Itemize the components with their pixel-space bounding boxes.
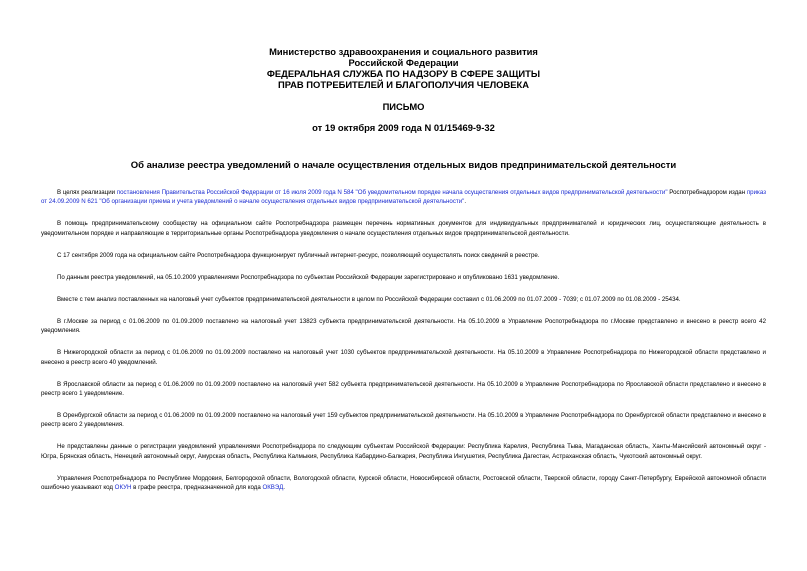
document-subject: Об анализе реестра уведомлений о начале осуществления отдельных видов предпринимательской деятельности xyxy=(130,160,677,171)
paragraph-2: В помощь предпринимательскому сообществу на официальном сайте Роспотребнадзора размещен перечень нормативных документов для индивидуальных предпринимателей и юридических лиц, осуществляющие деятельность в уведомительном порядке и направляющие в территориальные органы Роспотребнадзора уведомления о начале осуществления отдельных видов предпринимательской деятельности. xyxy=(41,220,766,237)
document-body xyxy=(41,188,766,505)
decree-584-link[interactable]: постановления Правительства Российской Федерации от 16 июля 2009 года N 584 "Об уведомительном порядке начала осуществления отдельных видов предпринимательской деятельности" xyxy=(116,189,668,196)
paragraph-4: По данным реестра уведомлений, на 05.10.2009 управлениями Роспотребнадзора по субъектам Российской Федерации зарегистрировано и опубликовано 1631 уведомление. xyxy=(57,273,560,281)
okved-link[interactable]: ОКВЭД xyxy=(262,484,284,492)
paragraph-6: В г.Москве за период с 01.06.2009 по 01.09.2009 поставлено на налоговый учет 13823 субъекта предпринимательской деятельности. На 05.10.2009 в Управление Роспотребнадзора по г.Москве представлено и внесено в реестр всего 42 уведомления. xyxy=(41,317,766,335)
order-621-link[interactable]: приказ от 24.09.2009 N 621 "Об организации приема и учета уведомлений о начале осуществления отдельных видов предпринимательской деятельности" xyxy=(41,189,767,206)
paragraph-1: В целях реализации постановления Правительства Российской Федерации от 16 июля 2009 года N 584 "Об уведомительном порядке начала осуществления отдельных видов предпринимательской деятельности" Роспотребнадзором издан приказ от 24.09.2009 N 621 "Об организации приема и учета уведомлений о начале осуществления отдельных видов предпринимательской деятельности". xyxy=(41,189,767,206)
ministry-name: Министерство здравоохранения и социального развития xyxy=(269,46,538,57)
paragraph-11: Управления Роспотребнадзора по Республике Мордовия, Белгородской области, Вологодской области, Курской области, Новосибирской области, Ростовской области, Тверской области, городу Санкт-Петербургу, Еврейской автономной области ошибочно указывают код ОКУН в графе реестра, предназначенной для кода ОКВЭД. xyxy=(41,474,766,492)
paragraph-8: В Ярославской области за период с 01.06.2009 по 01.09.2009 поставлено на налоговый учет 582 субъекта предпринимательской деятельности. На 05.10.2009 в Управление Роспотребнадзора по Ярославской области представлено и внесено в реестр всего 1 уведомление. xyxy=(41,380,766,398)
service-name-line2: ПРАВ ПОТРЕБИТЕЛЕЙ И БЛАГОПОЛУЧИЯ ЧЕЛОВЕКА xyxy=(278,79,529,90)
ministry-country: Российской Федерации xyxy=(348,57,459,68)
paragraph-5: Вместе с тем анализ поставленных на налоговый учет субъектов предпринимательской деятельности в целом по Российской Федерации составил с 01.06.2009 по 01.07.2009 - 7039; с 01.07.2009 по 01.08.2009 - 25434. xyxy=(57,295,681,303)
okun-link[interactable]: ОКУН xyxy=(114,484,132,492)
paragraph-9: В Оренбургской области за период с 01.06.2009 по 01.09.2009 поставлено на налоговый учет 159 субъектов предпринимательской деятельности. На 05.10.2009 в Управление Роспотребнадзора по Оренбургской области представлено и внесено в реестр всего 2 уведомления. xyxy=(41,412,766,429)
service-name-line1: ФЕДЕРАЛЬНАЯ СЛУЖБА ПО НАДЗОРУ В СФЕРЕ ЗАЩИТЫ xyxy=(266,68,541,79)
paragraph-3: С 17 сентября 2009 года на официальном сайте Роспотребнадзора функционирует публичный интернет-ресурс, позволяющий осуществлять поиск сведений в реестре. xyxy=(57,251,540,259)
document-type: ПИСЬМО xyxy=(382,101,425,112)
document-date-number: от 19 октября 2009 года N 01/15469-9-32 xyxy=(312,122,495,133)
document-header xyxy=(0,46,807,90)
paragraph-7: В Нижегородской области за период с 01.06.2009 по 01.09.2009 поставлено на налоговый учет 1030 субъектов предпринимательской деятельности. На 05.10.2009 в Управление Роспотребнадзора по Нижегородской области представлено и внесено в реестр всего 40 уведомлений. xyxy=(41,349,766,366)
paragraph-10: Не представлены данные о регистрации уведомлений управлениями Роспотребнадзора по следующим субъектам Российской Федерации: Республика Карелия, Республика Тыва, Магаданская область, Ханты-Мансийский автономный округ - Югра, Брянская область, Ненецкий автономный округ, Амурская область, Республика Калмыкия, Республика Кабардино-Балкария, Республика Ингушетия, Республика Дагестан, Астраханская область, Чукотский автономный округ. xyxy=(41,443,766,460)
